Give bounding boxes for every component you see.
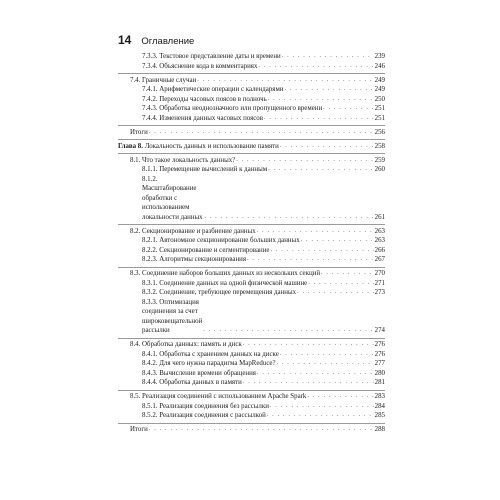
toc-dot-leader [277,359,374,369]
toc-page-number: 284 [374,402,385,410]
toc-dot-leader [236,156,373,166]
toc-page-number: 276 [374,341,385,348]
toc-subsection-entry[interactable] [118,95,385,105]
toc-subsection-entry[interactable] [118,52,385,62]
toc-entry-title: 7.3.3. Текстовое представление даты и времени [142,53,281,60]
toc-separator [118,423,385,424]
toc-entry-title: Итоги [130,426,148,433]
toc-entry-title: 8.4.2. Для чего нужна парадигма MapReduce? [142,360,276,367]
toc-page-number: 271 [374,279,385,287]
toc-entry-title: 8.2.1. Автономное секционирование больших данных [142,237,300,244]
toc-entry-title: 8.1. Что такое локальность данных? [130,156,236,164]
toc-separator [118,267,385,268]
toc-entry-title: 8.1.1. Перемещение вычислений к данным [142,166,268,173]
toc-separator [118,73,385,74]
toc-subsection-entry[interactable] [118,255,385,265]
toc-entry-title: 8.2. Секционирование и разбиение данных [130,227,256,235]
toc-subsection-entry[interactable] [118,279,385,289]
toc-entry-title: 7.4.3. Обработка неоднозначного или пропущенного времени [142,105,323,112]
toc-dot-leader [197,76,373,86]
toc-dot-leader [270,402,374,412]
toc-dot-leader [258,62,373,72]
toc-page-number: 276 [374,350,385,358]
toc-dot-leader [301,236,374,246]
toc-dot-leader [308,279,373,289]
toc-page-number: 256 [374,128,385,136]
toc-entry-title: 7.4.2. Переходы часовых поясов в полночь [142,95,267,103]
toc-page-number: 266 [374,246,385,254]
toc-dot-leader [282,52,374,62]
toc-page-number: 273 [374,289,385,296]
toc-entry-title: 8.3. Соединение наборов больших данных из нескольких секций [130,270,321,277]
toc-page-number: 249 [374,86,385,93]
toc-subsection-entry[interactable] [118,402,385,412]
toc-page-number: 261 [374,213,385,221]
toc-entry-title: 8.3.3. Оптимизация соединения за счет широковещательной рассылки [142,298,203,334]
toc-page-number: 285 [374,412,385,419]
toc-page-number: 283 [374,393,385,400]
toc-separator [118,338,385,339]
toc-section-entry[interactable] [118,340,385,350]
toc-subsection-entry[interactable] [118,350,385,360]
toc-page-number: 263 [374,227,385,235]
toc-subsection-entry[interactable] [118,378,385,388]
toc-section-entry[interactable] [118,392,385,402]
toc-separator [118,224,385,225]
toc-section-entry[interactable] [118,425,385,435]
toc-page-number: 260 [374,166,385,173]
toc-subsection-entry[interactable] [118,411,385,421]
toc-page-number: 263 [374,237,385,244]
toc-subsection-entry[interactable] [118,165,385,175]
toc-section-entry[interactable] [118,76,385,86]
toc-dot-leader [297,288,374,298]
toc-dot-leader [307,392,373,402]
toc-dot-leader [321,269,374,279]
toc-separator [118,139,385,140]
toc-dot-leader [247,255,374,265]
toc-subsection-entry[interactable] [118,62,385,72]
toc-dot-leader [243,340,374,350]
toc-dot-leader [243,378,374,388]
toc-dot-leader [203,326,373,336]
toc-page-number: 250 [374,95,385,103]
toc-entry-title: Итоги [130,128,148,136]
toc-subsection-entry[interactable] [118,104,385,114]
toc-subsection-entry[interactable] [118,236,385,246]
toc-dot-leader [270,246,373,256]
toc-dot-leader [268,165,374,175]
page-number: 14 [118,33,132,47]
toc-page-number: 246 [374,62,385,70]
toc-dot-leader [280,350,374,360]
toc-entry-title: 7.4. Граничные случаи [130,76,197,84]
toc-dot-leader [257,227,374,237]
toc-subsection-entry[interactable] [118,175,385,223]
toc-separator [118,125,385,126]
toc-page-number: 281 [374,379,385,386]
toc-page-number: 249 [374,76,385,84]
toc-entry-title: 8.4.3. Вычисление времени обращения [142,369,256,377]
toc-section-entry[interactable] [118,156,385,166]
toc-subsection-entry[interactable] [118,114,385,124]
toc-page-number: 288 [374,426,385,433]
toc-page-number: 259 [374,156,385,164]
toc-entry-title [118,142,279,152]
toc-entry-title: 8.2.2. Секционирование и сегментирование [142,246,270,254]
toc-entry-title: 7.4.1. Арифметические операции с календарями [142,86,284,93]
toc-entry-title: 8.5.2. Реализация соединения с рассылкой [142,412,266,419]
toc-entry-title: 8.5.1. Реализация соединения без рассылки [142,402,269,410]
toc-dot-leader [204,213,373,223]
toc-subsection-entry[interactable] [118,359,385,369]
toc-subsection-entry[interactable] [118,85,385,95]
running-header-title: Оглавление [141,36,195,47]
toc-entry-title: 8.4.4. Обработка данных в памяти [142,379,242,386]
toc-page-number: 239 [374,53,385,60]
toc-entry-title: 7.3.4. Объяснение кода в комментариях [142,62,258,70]
toc-dot-leader [257,369,374,379]
toc-dot-leader [280,142,374,152]
toc-section-entry[interactable] [118,269,385,279]
toc-page-number: 280 [374,369,385,377]
toc-page-number: 277 [374,360,385,367]
toc-page-number: 258 [374,142,385,150]
toc-separator [118,390,385,391]
toc-page-number: 274 [374,327,385,334]
toc-chapter-entry[interactable] [118,142,385,152]
toc-chapter-number: Глава 8. [118,142,143,150]
toc-entry-title: 8.3.2. Соединение, требующее перемещения данных [142,289,297,296]
toc-section-entry[interactable] [118,227,385,237]
toc-section-entry[interactable] [118,128,385,138]
toc-dot-leader [264,114,374,124]
toc-dot-leader [285,85,374,95]
toc-subsection-entry[interactable] [118,288,385,298]
table-of-contents [118,52,385,435]
toc-entry-title: 8.1.2. Масштабирование обработки с использованием локальности данных [142,175,203,221]
toc-entry-title: 8.4. Обработка данных: память и диск [130,341,242,348]
toc-page-number: 251 [374,105,385,112]
toc-page-number: 251 [374,114,385,122]
toc-entry-title: 8.5. Реализация соединений с использованием Apache Spark [130,393,307,400]
toc-entry-title: 7.4.4. Изменения данных часовых поясов [142,114,264,122]
toc-subsection-entry[interactable] [118,369,385,379]
toc-page-number: 270 [374,270,385,277]
toc-dot-leader [149,128,374,138]
toc-dot-leader [267,411,374,421]
toc-subsection-entry[interactable] [118,298,385,336]
toc-chapter-title: Локальность данных и использование памяти [142,142,279,150]
toc-separator [118,153,385,154]
toc-dot-leader [268,95,374,105]
toc-entry-title: 8.4.1. Обработка с хранением данных на диске [142,350,279,358]
toc-subsection-entry[interactable] [118,246,385,256]
toc-entry-title: 8.3.1. Соединение данных на одной физической машине [142,279,308,287]
toc-page-number: 267 [374,256,385,263]
toc-dot-leader [149,425,374,435]
toc-dot-leader [323,104,373,114]
page-header [118,33,194,47]
toc-entry-title: 8.2.3. Алгоритмы секционирования [142,256,246,263]
